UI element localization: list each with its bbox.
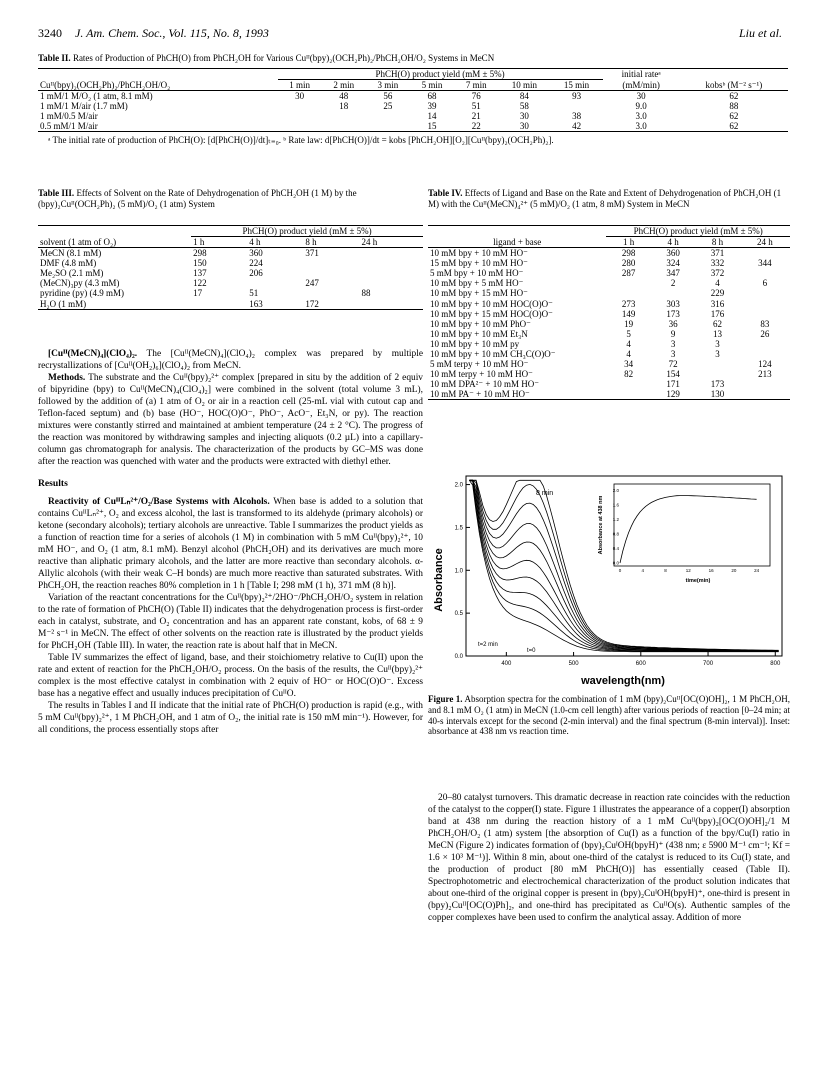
table4-label: Table IV. [428,188,463,198]
table-cell: 2 [670,278,676,289]
body-paragraph: 20–80 catalyst turnovers. This dramatic decrease in reaction rate coincides with the reduction of the catalyst to the copper(I) state. Figure 1 illustrates the appearance of a copper(I) absorption band at 438 nm during the reaction history of a 1 mM Cuᴵᴵ(bpy)₂[OC(O)OH]₂/1 M PhCH₂OH/O₂ (1 atm) system [the absorption of Cu(I) as a function of the bpy/Cu(I) ratio in MeCN (Figure 2) indicates formation of (bpy)₂CuᴵOH(bpyH)⁺ (438 nm; ε 5900 M⁻¹ cm⁻¹; Kf = 1.6 × 10³ M⁻¹)]. Within 8 min, about one-third of the catalyst is reduced to its Cu(I) state, and the production of product [80 mM PhCH(O)] has essentially ceased (Table II). Spectrophotometric and electrochemical characterization of the product solution indicates that about one-third of the original copper is present in (bpy)₂CuᴵOH(bpyH)⁺, one-third is present in (bpy)₂Cuᴵᴵ[OC(O)Ph]₂, and one-third has precipitated as CuᴵᴵO(s). Authentic samples of the copper complexes have been used to confirm the analytical assay. Addition of more [428,793,790,924]
results-heading: Results [38,478,68,490]
table-cell: 68 [427,91,437,102]
table-cell: 172 [305,298,319,309]
table-cell [366,111,410,121]
x-tick-label: 500 [568,661,579,667]
table-cell: 303 [666,298,680,309]
table-cell: 18 [339,101,349,112]
row-label: 10 mM bpy + 15 mM HOC(O)O⁻ [430,308,553,319]
table-cell: 62 [713,318,723,329]
row-label: 0.5 mM/1 M/air [40,121,98,132]
table2-col: 5 min [421,80,443,91]
y-tick-label: 1.0 [454,568,463,575]
row-label: 10 mM PA⁻ + 10 mM HO⁻ [430,389,530,400]
table-cell: 3.0 [635,111,647,122]
table-cell: 58 [519,101,529,112]
table-cell [247,278,303,288]
table2-caption-text: Rates of Production of PhCH(O) from PhCH₂OH for Various Cuᴵᴵ(bpy)₂(OCH₂Ph)₂/PhCH₂OH/O₂ Systems in MeCN [72,53,495,63]
x-axis-label: wavelength(nm) [581,675,665,687]
inset-y-tick-label: 1.2 [612,517,619,523]
table-row [38,278,423,288]
table-cell: 3 [715,338,720,349]
table2-col: 10 min [511,80,537,91]
table-cell: 22 [471,121,481,132]
table-cell: 129 [666,389,680,400]
table-cell: 224 [249,258,263,269]
table-cell [303,258,359,268]
table-cell [740,248,790,259]
table-cell: 93 [572,91,582,102]
table-cell: 171 [666,379,680,390]
table-row [38,258,423,268]
inset-y-tick-label: 1.6 [612,502,619,508]
table-row [428,248,790,259]
table-cell [278,111,322,121]
table-cell: 176 [710,308,725,319]
table-cell: 149 [621,308,636,319]
table-row [428,379,790,389]
table2-rate-header: initial rateᵃ [621,69,661,79]
body-paragraph: Table IV summarizes the effect of ligand, base, and their stoichiometry relative to Cu(II) upon the rate and extent of reaction for the PhCH₂OH/O₂ process. On the basis of the results, the Cuᴵᴵ(bpy)₂²⁺ complex is the most effective catalyst in combination with 2 equiv of HO⁻ or HOC(O)O⁻. Excess base has a negative effect and usually induces precipitation of CuᴵᴵO. [38,652,423,700]
table-row [428,349,790,359]
table3-col: 24 h [361,237,378,248]
table2-caption [38,53,788,64]
table-cell: 4 [626,348,631,359]
inset-x-tick-label: 4 [641,568,645,573]
inset-y-tick-label: 0.0 [612,560,619,566]
figure1-caption-text: Absorption spectra for the combination of 1 mM (bpy)₂Cuᴵᴵ[OC(O)OH]₂, 1 M PhCH₂OH, and 8.1 mM O₂ (1 atm) in MeCN (1.0-cm cell length) after various periods of reaction [0–24 min; at 40-s intervals except for the second (2-min interval) and the final spectrum (8-min interval)]. Inset: absorbance at 438 nm vs reaction time. [428,694,790,737]
row-label: H₂O (1 mM) [40,298,87,309]
table-cell [740,349,790,359]
table2-col: kobsᵇ (M⁻² s⁻¹) [705,79,763,90]
table-cell: 76 [471,91,481,102]
row-label: 10 mM bpy + 10 mM Et₃N [430,328,528,339]
table2-label: Table II. [38,53,71,63]
table-cell: 229 [710,288,725,299]
table-cell [360,258,423,268]
table-cell: 42 [572,121,582,132]
table-cell: 34 [624,359,634,370]
table-cell: 30 [636,91,646,102]
table3-col: 1 h [193,237,205,248]
table3-caption-text: Effects of Solvent on the Rate of Dehydrogenation of PhCH₂OH (1 M) by the (bpy)₂Cuᴵᴵ(OCH₂Ph)₂ (5 mM)/O₂ (1 atm) System [38,188,357,209]
journal-citation: J. Am. Chem. Soc., Vol. 115, No. 8, 1993 [75,26,269,40]
table-cell: 30 [519,121,529,132]
table-cell: 83 [760,318,770,329]
table-cell: 13 [713,328,723,339]
table-cell: 19 [624,318,634,329]
table-cell: 4 [626,338,631,349]
table2-row-header: Cuᴵᴵ(bpy)₂(OCH₂Ph)₂/PhCH₂OH/O₂ [38,69,278,91]
table2 [38,68,788,146]
table2-col: 15 min [563,80,590,91]
table4-col: 4 h [667,237,679,248]
row-label: 10 mM bpy + 15 mM HO⁻ [430,288,528,299]
table-cell: 3 [670,338,676,349]
left-column-text [38,348,423,736]
table-row [38,111,788,121]
table-cell [740,268,790,278]
methods-heading: Methods. [48,373,86,384]
table-cell: 273 [621,298,636,309]
row-label: 10 mM bpy + 10 mM CH₃C(O)O⁻ [430,348,556,359]
row-label: 15 mM bpy + 10 mM HO⁻ [430,258,528,269]
table-row [38,248,423,259]
inset-x-label: time(min) [685,578,711,584]
table-cell: 316 [710,298,725,309]
table-cell [360,278,423,288]
table-cell [322,121,366,131]
table-cell: 347 [666,268,680,279]
reactivity-heading: Reactivity of CuᴵᴵLₙ²⁺/O₂/Base Systems with Alcohols. [48,496,270,507]
table-cell [278,101,322,111]
table-cell: 280 [621,258,636,269]
table-cell [278,121,322,131]
running-header [38,26,782,41]
table-cell: 3 [670,348,676,359]
table-row [38,91,788,102]
table-row [38,101,788,111]
table-cell: 154 [666,369,680,380]
inset-y-tick-label: 2.0 [612,488,619,494]
table-row [38,268,423,278]
y-tick-label: 0.0 [454,654,463,660]
table-cell: 213 [758,369,772,380]
table4-col: 8 h [711,237,724,248]
table-cell: 3 [715,348,720,359]
row-label: 10 mM bpy + 10 mM py [430,338,520,349]
table-cell: 88 [361,288,371,299]
figure1-label: Figure 1. [428,694,463,704]
table4 [428,225,790,400]
figure1-caption [428,694,790,737]
table-cell [360,299,423,309]
table-cell: 36 [668,318,678,329]
table-cell: 173 [710,379,725,390]
reactivity-text: When base is added to a solution that contains CuᴵᴵLₙ²⁺, O₂ and excess alcohol, the last is transformed to its aldehyde (primary alcohols) or ketone (secondary alcohols); tertiary alcohols are unreactive. Table I summarizes the product yields as a function of reaction time for a series of alcohols (1 M) in combination with 5 mM Cuᴵᴵ(bpy)₂²⁺, 10 mM HO⁻, and O₂ (1 atm, 8.1 mM). Benzyl alcohol (PhCH₂OH) and its derivatives are much more reactive than aliphatic primary alcohols, and the latter are more reactive than secondary alcohols. α-Allylic alcohols (with their weak C–H bonds) are much more reactive than saturated substrates. With PhCH₂OH, the reaction reaches 80% completion in 1 h [Table I; 298 mM (1 h), 371 mM (8 h)]. [38,496,423,591]
table-cell [740,389,790,399]
table-cell [606,278,650,288]
table-cell: 51 [249,288,259,299]
row-label: Me₂SO (2.1 mM) [40,268,104,279]
row-label: 5 mM bpy + 10 mM HO⁻ [430,268,524,279]
table-cell: 62 [729,121,739,132]
row-label: DMF (4.8 mM) [40,258,97,269]
table-cell: 298 [193,248,207,259]
table-cell: 25 [383,101,393,112]
table-cell [740,288,790,298]
table-cell: 122 [193,278,207,289]
label-8min: 8 min [536,490,554,497]
table-cell: 84 [519,91,529,102]
table-row [428,329,790,339]
body-paragraph: Variation of the reactant concentrations for the Cuᴵᴵ(bpy)₂²⁺/2HO⁻/PhCH₂OH/O₂ system in relation to the rate of formation of PhCH(O) (Table II) indicates that the dehydrogenation process is first-order each in catalyst, substrate, and O₂ concentration and has an apparent rate constant, kobs, of 68 ± 9 M⁻² s⁻¹ in MeCN. The effect of other solvents on the reaction rate is illustrated by the product yields for PhCH₂OH (Table III). In water, the reaction rate is about half that in MeCN. [38,592,423,651]
inset-y-label: Absorbance at 438 nm [598,495,604,555]
methods-text: The substrate and the Cuᴵᴵ(bpy)₂²⁺ complex [prepared in situ by the addition of 2 equiv of bipyridine (bpy) to Cuᴵᴵ(MeCN)₄(ClO₄)₂] were combined in the solvent (total volume 3 mL), followed by the addition of (a) 1 atm of O₂ or air in a reaction cell (25-mL vial with cutout cap and Teflon-faced septum) and (b) base (HO⁻, HOC(O)O⁻, PhO⁻, AcO⁻, Et₃N, or py). The reaction mixtures were constantly stirred and maintained at ambient temperature (24 ± 2 °C). The progress of the reaction was monitored by withdrawing samples and injecting aliquots (0.2 µL) into a capillary-column gas chromatograph for analysis. The characterization of the products by GC–MS was done after the reaction was quenched with water and the products were extracted with diethyl ether. [38,373,423,468]
table-cell [303,288,359,298]
table2-group-header: PhCH(O) product yield (mM ± 5%) [278,69,603,80]
table-row [428,299,790,309]
label-t2: t=2 min [478,642,498,648]
table-cell: 88 [729,101,739,112]
table4-col: 24 h [756,237,773,248]
row-label: 10 mM bpy + 5 mM HO⁻ [430,278,524,289]
page-number: 3240 [38,26,62,40]
x-tick-label: 800 [770,661,781,667]
table4-col: 1 h [623,237,635,248]
table2-col: 2 min [333,80,355,91]
table-cell [366,121,410,131]
row-label: 10 mM bpy + 10 mM HO⁻ [430,248,528,259]
table-cell [695,369,739,379]
table-cell [303,268,359,278]
right-column-text [428,792,790,924]
table-cell: 62 [729,111,739,122]
table-cell: 48 [339,91,349,102]
table-cell: 14 [427,111,437,122]
table3-col: 4 h [249,237,261,248]
table-cell: 82 [624,369,634,380]
label-t0: t=0 [527,648,536,654]
figure1 [428,470,790,688]
table-cell: 3.0 [635,121,647,132]
y-tick-label: 1.5 [454,525,463,532]
table-cell [740,339,790,349]
table4-caption [428,188,788,210]
y-tick-label: 2.0 [454,482,463,489]
table-cell: 344 [758,258,772,269]
table-cell: 287 [621,268,636,279]
table3-row-header: solvent (1 atm of O₂) [38,226,191,248]
row-label: 10 mM terpy + 10 mM HO⁻ [430,369,533,380]
table-cell: 38 [572,111,582,122]
figure1-plot [428,470,790,688]
table-cell: 372 [710,268,725,279]
table-cell: 371 [305,248,319,259]
complex-heading: [Cuᴵᴵ(MeCN)₄](ClO₄)₂. [48,349,138,359]
table3-col: 8 h [305,237,317,248]
table-row [428,369,790,379]
table-cell: 72 [668,359,678,370]
inset-x-tick-label: 24 [754,568,760,573]
table4-caption-text: Effects of Ligand and Base on the Rate and Extent of Dehydrogenation of PhCH₂OH (1 M) with the Cuᴵᴵ(MeCN)₄²⁺ (5 mM)/O₂ (1 atm, 8 mM) System in MeCN [428,188,782,209]
author-line: Liu et al. [738,26,782,40]
table-cell: 39 [427,101,437,112]
row-label: 5 mM terpy + 10 mM HO⁻ [430,359,529,370]
row-label: pyridine (py) (4.9 mM) [40,288,124,299]
reactivity-paragraph [38,496,423,592]
inset-x-tick-label: 12 [685,568,691,573]
row-label: MeCN (8.1 mM) [40,248,102,259]
x-tick-label: 400 [501,661,512,667]
table-row [428,319,790,329]
table-cell [740,379,790,389]
table-cell: 26 [760,328,770,339]
body-paragraph: The results in Tables I and II indicate that the initial rate of PhCH(O) production is rapid (e.g., with 5 mM Cuᴵᴵ(bpy)₂²⁺, 1 M PhCH₂OH, and 1 atm of O₂, the initial rate is 150 mM min⁻¹). However, for all conditions, the process essentially stops after [38,701,423,736]
table-cell: 17 [193,288,203,299]
table4-group-header: PhCH(O) product yield (mM ± 5%) [606,226,790,237]
table-cell: 9 [670,328,676,339]
table-cell: 15 [427,121,437,132]
table-row [428,258,790,268]
table-cell: 9.0 [635,101,647,112]
table-cell [651,288,695,298]
table-row [428,268,790,278]
table-cell: 62 [729,91,739,102]
complex-text: The [Cuᴵᴵ(MeCN)₄](ClO₄)₂ complex was prepared by multiple recrystallizations of [Cuᴵᴵ(OH₂)₆](ClO₄)₂ from MeCN. [38,349,423,372]
inset-x-tick-label: 8 [664,568,667,573]
table-cell: 324 [666,258,680,269]
table2-col: 3 min [377,80,399,91]
table-cell: 56 [383,91,393,102]
row-label: 10 mM bpy + 10 mM HOC(O)O⁻ [430,298,553,309]
methods-paragraph [38,372,423,468]
row-label: 1 mM/0.5 M/air [40,111,98,122]
table3-label: Table III. [38,188,75,198]
table-cell [695,359,739,369]
table-row [38,299,423,309]
table2-col: (mM/min) [622,79,660,90]
table-row [428,339,790,349]
table-cell [191,299,247,309]
x-tick-label: 700 [703,661,714,667]
table-cell [360,248,423,259]
table-cell: 5 [626,328,631,339]
table-cell: 30 [519,111,529,122]
inset-x-tick-label: 0 [618,568,622,573]
table-cell: 51 [471,101,481,112]
table-cell [550,101,602,111]
table-cell: 30 [295,91,305,102]
table-cell: 360 [666,248,680,259]
table-cell: 371 [710,248,725,259]
table-cell: 173 [666,308,680,319]
row-label: 10 mM DPA²⁻ + 10 mM HO⁻ [430,379,539,390]
table-row [428,309,790,319]
table3 [38,225,423,310]
table3-group-header: PhCH(O) product yield (mM ± 5%) [191,226,423,237]
row-label: 10 mM bpy + 10 mM PhO⁻ [430,318,531,329]
row-label: 1 mM/1 M/air (1.7 mM) [40,101,128,112]
inset-x-tick-label: 20 [731,568,737,573]
table-cell [606,389,650,399]
table-cell: 150 [193,258,207,269]
table-cell [740,299,790,309]
table3-caption [38,188,423,210]
table2-footnote: ᵃ The initial rate of production of PhCH(O): [d[PhCH(O)]/dt]ₜ₌₀. ᵇ Rate law: d[PhCH(O)]/dt = kobs [PhCH₂OH][O₂][Cuᴵᴵ(bpy)₂(OCH₂Ph)₂]. [48,135,554,146]
table-cell: 206 [249,268,263,279]
complex-paragraph [38,348,423,372]
table-cell: 360 [249,248,263,259]
y-axis-label: Absorbance [433,548,445,612]
table-cell [740,309,790,319]
table-cell [606,288,650,298]
inset-y-tick-label: 0.8 [612,531,619,537]
y-tick-label: 0.5 [454,611,463,618]
table-row [428,278,790,288]
table-row [38,121,788,131]
table-cell [606,379,650,389]
table-cell: 21 [471,111,481,122]
table-cell: 332 [710,258,725,269]
table-row [428,288,790,298]
inset-x-tick-label: 16 [708,568,714,573]
table4-row-header: ligand + base [428,226,606,248]
table-cell [360,268,423,278]
inset-frame [614,484,770,566]
table-cell: 4 [715,278,720,289]
inset-y-tick-label: 0.4 [612,546,619,552]
row-label: 1 mM/1 M/O₂ (1 atm, 8.1 mM) [40,91,153,102]
table-cell: 298 [621,248,636,259]
table-cell: 247 [305,278,319,289]
table-row [38,288,423,298]
table-row [428,389,790,399]
table-cell: 6 [762,278,768,289]
table2-col: 1 min [289,80,310,91]
table-cell: 124 [758,359,772,370]
row-label: (MeCN)₃py (4.3 mM) [40,278,120,289]
table-cell [322,111,366,121]
x-tick-label: 600 [635,661,646,667]
table-row [428,359,790,369]
table2-col: 7 min [465,80,487,91]
table-cell: 163 [249,298,263,309]
table-cell: 130 [710,389,725,400]
table-cell: 137 [193,268,207,279]
